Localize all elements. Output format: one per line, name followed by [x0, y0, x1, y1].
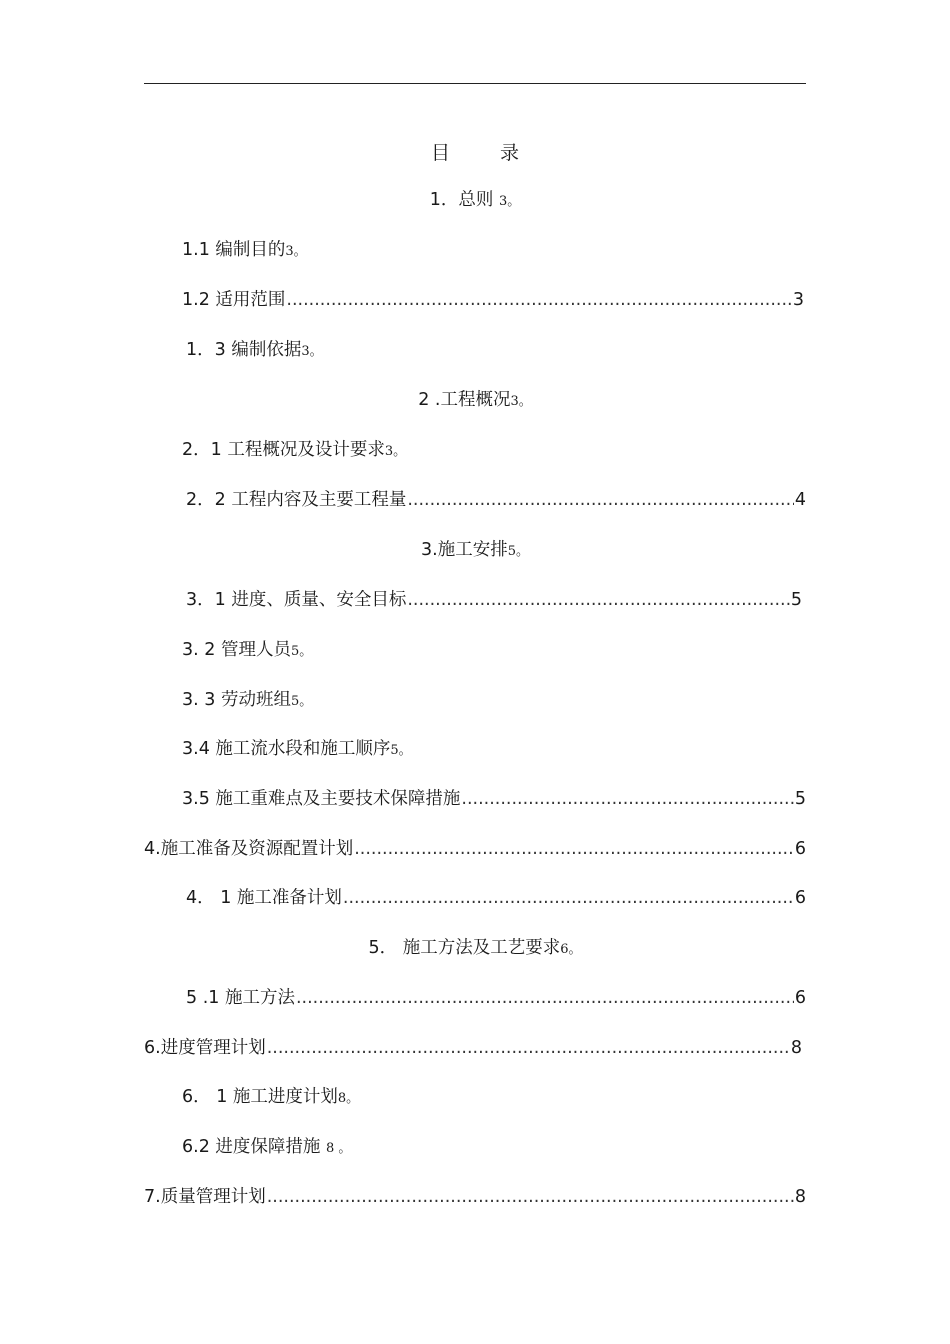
toc-entry[interactable] — [0, 935, 950, 961]
toc-entry-label: 1.2 适用范围 — [182, 290, 286, 310]
toc-entry[interactable] — [182, 687, 312, 713]
toc-entry-label: 3.4 施工流水段和施工顺序 — [182, 739, 391, 759]
toc-entry-label: 3.施工安排 — [421, 540, 508, 560]
toc-leader-dots — [296, 985, 794, 1011]
toc-leader-dots — [267, 1184, 794, 1210]
toc-entry-label: 3.5 施工重难点及主要技术保障措施 — [182, 789, 461, 809]
toc-entry-page: 8 。 — [325, 1141, 352, 1156]
toc-entry-page: 3。 — [384, 444, 407, 459]
toc-entry[interactable] — [186, 337, 323, 363]
toc-entry-page: 3。 — [285, 244, 307, 259]
toc-entry-page: 3 — [792, 290, 804, 310]
toc-entry-page: 6。 — [560, 942, 582, 957]
toc-leader-dots — [354, 836, 794, 862]
toc-entry-page: 6 — [794, 888, 806, 908]
toc-entry-label: 7.质量管理计划 — [144, 1187, 266, 1207]
toc-entry[interactable] — [182, 1134, 351, 1160]
toc-entry-page: 6 — [794, 839, 806, 859]
toc-entry[interactable] — [182, 1084, 359, 1110]
toc-entry-page: 4 — [794, 490, 806, 510]
toc-entry-label: 5 .1 施工方法 — [186, 988, 295, 1008]
toc-entry-page: 5 — [794, 789, 806, 809]
toc-entry-page: 5。 — [290, 644, 313, 659]
toc-entry-label: 6.进度管理计划 — [144, 1038, 266, 1058]
toc-entry-page: 5。 — [290, 694, 313, 709]
toc-entry-page: 6 — [794, 988, 806, 1008]
toc-entry[interactable] — [182, 786, 806, 812]
toc-entry[interactable] — [182, 637, 312, 663]
toc-title: 目 录 — [430, 142, 542, 164]
toc-entry[interactable] — [0, 187, 950, 213]
toc-entry[interactable] — [144, 836, 806, 862]
toc-leader-dots — [461, 786, 793, 812]
toc-entry-label: 2 .工程概况 — [418, 390, 511, 410]
toc-entry-page: 3。 — [301, 344, 323, 359]
toc-entry-page: 8 — [794, 1187, 806, 1207]
toc-entry[interactable] — [144, 1035, 802, 1061]
toc-entry-label: 3. 3 劳动班组 — [182, 690, 291, 710]
toc-entry-label: 1．3 编制依据 — [186, 340, 302, 360]
toc-entry-label: 4． 1 施工准备计划 — [186, 888, 342, 908]
toc-leader-dots — [407, 587, 790, 613]
toc-entry[interactable] — [182, 237, 307, 263]
toc-entry[interactable] — [182, 437, 406, 463]
toc-entry-page: 5。 — [390, 743, 412, 758]
toc-entry-label: 2．2 工程内容及主要工程量 — [186, 490, 407, 510]
toc-entry-label: 6． 1 施工进度计划 — [182, 1087, 338, 1107]
toc-entry[interactable] — [182, 736, 412, 762]
toc-entry[interactable] — [0, 537, 950, 563]
toc-entry-label: 4.施工准备及资源配置计划 — [144, 839, 354, 859]
toc-entry-page: 8。 — [337, 1091, 360, 1106]
toc-entry-page: 3。 — [510, 394, 532, 409]
toc-entry-label: 6.2 进度保障措施 — [182, 1137, 321, 1157]
toc-entry[interactable] — [0, 387, 950, 413]
toc-entry-page: 8 — [790, 1038, 802, 1058]
toc-entry-label: 3．1 进度、质量、安全目标 — [186, 590, 407, 610]
toc-entry-label: 3. 2 管理人员 — [182, 640, 291, 660]
toc-entry-label: 5． 施工方法及工艺要求 — [368, 938, 561, 958]
toc-leader-dots — [267, 1035, 790, 1061]
toc-entry-page: 5。 — [507, 544, 529, 559]
toc-leader-dots — [286, 287, 791, 313]
toc-entry[interactable] — [186, 885, 806, 911]
toc-leader-dots — [407, 487, 794, 513]
toc-entry-label: 2．1 工程概况及设计要求 — [182, 440, 385, 460]
toc-entry[interactable] — [144, 1184, 806, 1210]
toc-entry-page: 5 — [790, 590, 802, 610]
toc-entry[interactable] — [186, 487, 806, 513]
toc-entry-label: 1.1 编制目的 — [182, 240, 286, 260]
toc-entry[interactable] — [186, 587, 802, 613]
toc-entry-page: 3。 — [498, 194, 521, 209]
toc-entry[interactable] — [186, 985, 806, 1011]
toc-entry[interactable] — [182, 287, 804, 313]
toc-leader-dots — [343, 885, 794, 911]
header-rule — [144, 83, 806, 84]
toc-entry-label: 1．总则 — [429, 190, 494, 210]
